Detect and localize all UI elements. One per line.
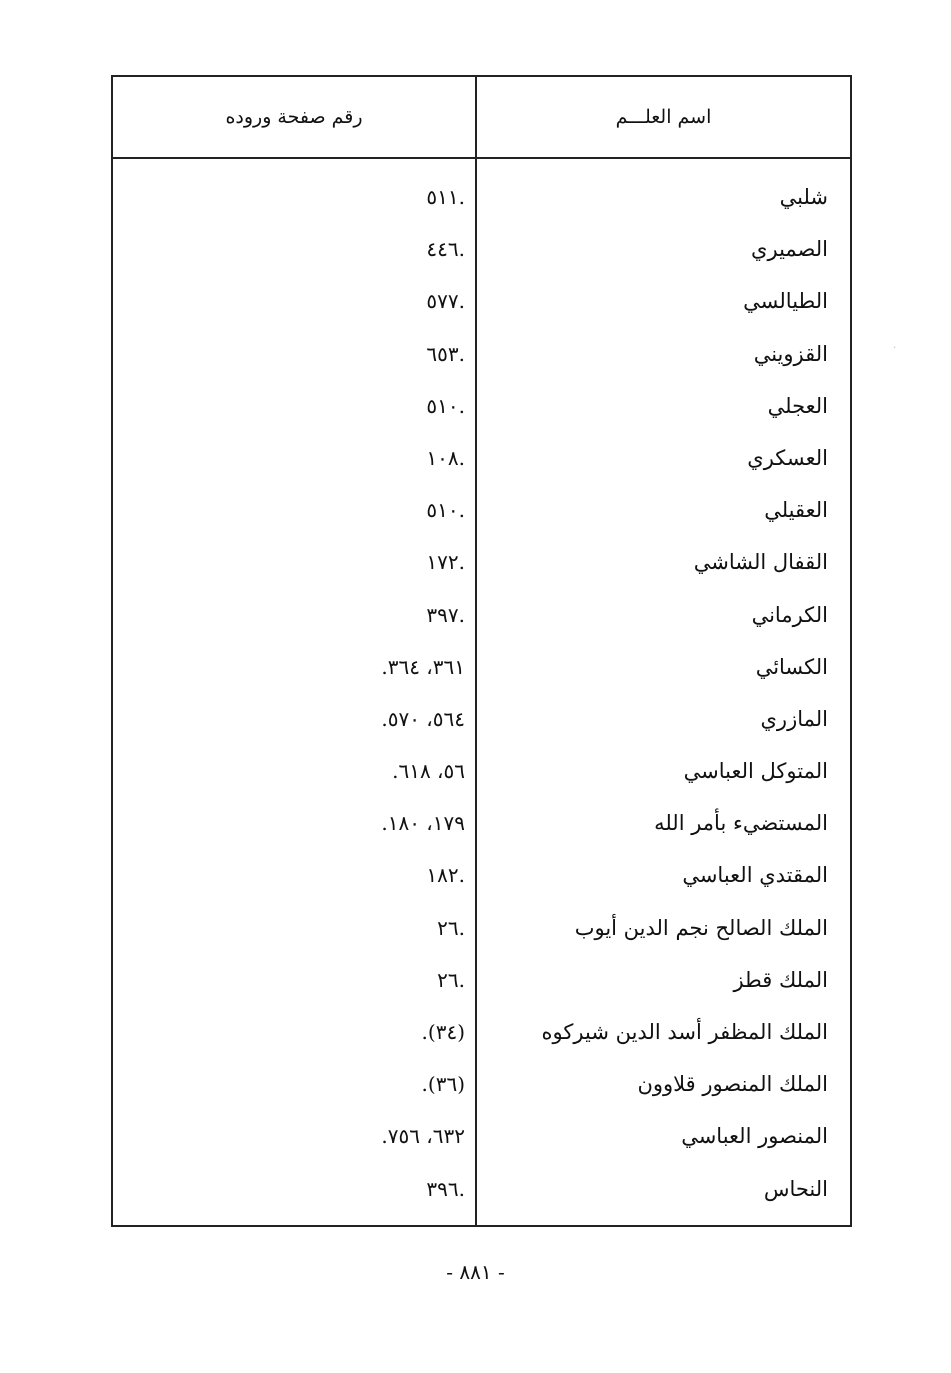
- person-name: القفال الشاشي: [693, 550, 828, 575]
- page-number: - ٨٨١ -: [446, 1260, 505, 1284]
- table-row: [113, 916, 850, 968]
- person-name: العجلي: [767, 393, 828, 418]
- person-name: الملك الصالح نجم الدين أيوب: [574, 915, 828, 940]
- table-row: [113, 394, 850, 446]
- person-name: الملك قطز: [733, 967, 828, 992]
- page-references: .٥٧٧: [426, 289, 465, 314]
- table-row: [113, 498, 850, 550]
- page-references: .٢٦: [437, 915, 465, 940]
- table-row: [113, 863, 850, 915]
- name-index-table: [111, 75, 852, 1227]
- header-rule: [113, 157, 850, 159]
- table-row: [113, 185, 850, 237]
- table-row: [113, 342, 850, 394]
- person-name: النحاس: [763, 1176, 828, 1201]
- page-references: .٢٦: [437, 967, 465, 992]
- table-row: [113, 968, 850, 1020]
- table-row: [113, 1020, 850, 1072]
- table-row: [113, 289, 850, 341]
- table-row: [113, 550, 850, 602]
- table-row: [113, 759, 850, 811]
- table-row: [113, 603, 850, 655]
- table-row: [113, 1072, 850, 1124]
- scan-speck: ·: [893, 343, 897, 354]
- person-name: المازري: [760, 706, 828, 731]
- page-references: .١٧٢: [426, 550, 465, 575]
- person-name: الطيالسي: [743, 289, 828, 314]
- page-references: .٥١١: [426, 185, 465, 209]
- page-references: .٣٩٧: [426, 602, 465, 627]
- person-name: الصميري: [751, 237, 828, 262]
- header-name-column: اسم العلـــم: [615, 106, 712, 128]
- person-name: القزويني: [753, 341, 828, 366]
- table-row: [113, 655, 850, 707]
- person-name: المستضيء بأمر الله: [654, 811, 828, 836]
- table-row: [113, 1177, 850, 1229]
- table-body: [113, 185, 850, 1229]
- person-name: المتوكل العباسي: [683, 759, 828, 784]
- person-name: الملك المظفر أسد الدين شيركوه: [541, 1020, 828, 1044]
- table-row: [113, 811, 850, 863]
- page-references: (٣٤).: [421, 1020, 465, 1044]
- page-references: .٦٥٣: [426, 341, 465, 366]
- person-name: العقيلي: [764, 498, 828, 523]
- page-references: (٣٦).: [421, 1072, 465, 1097]
- page-references: .١٠٨: [426, 445, 465, 470]
- table-row: [113, 446, 850, 498]
- page-references: .٣٩٦: [426, 1176, 465, 1201]
- person-name: الكسائي: [755, 654, 828, 679]
- person-name: شلبي: [779, 185, 828, 209]
- table-row: [113, 237, 850, 289]
- header-pages-column: رقم صفحة وروده: [225, 106, 363, 128]
- person-name: الملك المنصور قلاوون: [637, 1072, 828, 1097]
- page-references: .٥١٠: [426, 498, 465, 523]
- page-references: ٣٦١، ٣٦٤.: [381, 654, 465, 679]
- person-name: العسكري: [747, 445, 828, 470]
- page-references: ٥٦٤، ٥٧٠.: [381, 706, 465, 731]
- page-references: ٥٦، ٦١٨.: [392, 759, 465, 784]
- table-row: [113, 1124, 850, 1176]
- page-references: .٤٤٦: [426, 237, 465, 262]
- table-row: [113, 707, 850, 759]
- page-references: .١٨٢: [426, 863, 465, 888]
- person-name: المقتدي العباسي: [682, 863, 828, 888]
- page-references: ١٧٩، ١٨٠.: [381, 811, 465, 836]
- page-references: .٥١٠: [426, 393, 465, 418]
- page-references: ٦٣٢، ٧٥٦.: [381, 1124, 465, 1149]
- person-name: المنصور العباسي: [681, 1124, 828, 1149]
- person-name: الكرماني: [751, 602, 828, 627]
